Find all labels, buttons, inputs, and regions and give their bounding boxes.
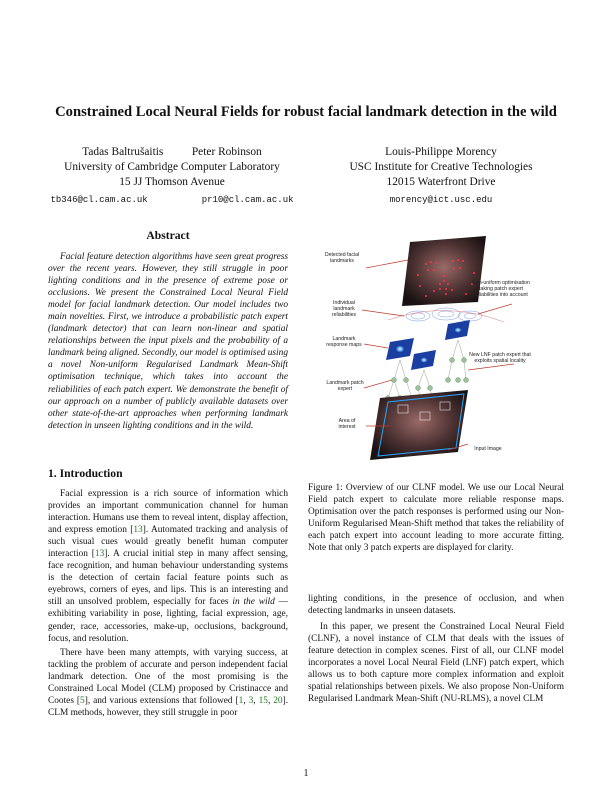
citation-link[interactable]: 3: [248, 695, 254, 706]
input-face-image: [370, 390, 468, 460]
author-name-right: Louis-Philippe Morency: [385, 146, 497, 158]
affiliation-right: USC Institute for Creative Technologies: [349, 161, 533, 173]
abstract-heading: Abstract: [146, 229, 190, 242]
affiliation-left: University of Cambridge Computer Laboratory: [64, 161, 280, 173]
email-right[interactable]: morency@ict.usc.edu: [389, 195, 493, 205]
address-left: 15 JJ Thomson Avenue: [119, 176, 225, 188]
patch-expert-network: [446, 340, 469, 383]
label-new-lnf-expert: New LNF patch expert that exploits spatial locality: [469, 352, 531, 365]
citation-link[interactable]: 15: [258, 695, 268, 706]
authors-left: [48, 145, 296, 208]
citation-link[interactable]: 20: [273, 695, 283, 706]
right-paragraph-1: lighting conditions, in the presence of occlusion, and when detecting landmarks in unseen datasets.: [308, 594, 564, 617]
author-names-left: Tadas Baltrušaitis Peter Robinson: [82, 146, 262, 158]
label-response-maps: Landmark response maps: [326, 336, 362, 349]
label-detected-landmarks: Detected facial landmarks: [324, 252, 360, 265]
arrow-icon: [364, 380, 392, 388]
intro-paragraph-1: Facial expression is a rich source of information which provides an important communication channel for human interaction. Humans use them to reveal intent, display affection, and express emotion [13]. Automated tracking and analysis of such visual cues would greatly benefit human computer interaction [13]. A crucial initial step in many affect sensing, face recognition, and human behaviour understanding systems is the detection of certain facial feature points such as eyebrows, corners of eyes, and lips. This is an interesting and still an unsolved problem, especially for faces in the wild — exhibiting variability in pose, lighting, facial expression, age, gender, race, accessories, make-up, occlusions, background, focus, and resolution.: [48, 489, 288, 644]
address-right: 12015 Waterfront Drive: [386, 176, 496, 188]
emails-left[interactable]: tb346@cl.cam.ac.uk pr10@cl.cam.ac.uk: [50, 195, 294, 205]
response-map-planes: [386, 320, 470, 370]
arrow-icon: [478, 304, 512, 314]
label-individual-reliabilities: Individual landmark reliabilities: [331, 300, 357, 319]
arrow-icon: [366, 260, 408, 268]
right-column-text: [308, 593, 564, 705]
right-paragraph-2: In this paper, we present the Constrained Local Neural Field (CLNF), a novel instance of CLM that deals with the issues of feature detection in complex scenes. First of all, our CLNF model incorporates a novel Local Neural Field (LNF) patch expert, which allows us to both capture more complex information and exploit spatial relationships between pixels. We also propose Non-Uniform Regularised Landmark Mean-Shift (NU-RLMS), a novel CLM: [308, 622, 564, 705]
authors-right: [316, 145, 566, 208]
arrow-icon: [364, 344, 388, 348]
patch-expert-network: [386, 360, 415, 401]
intro-heading: 1. Introduction: [48, 467, 123, 480]
abstract-text: Facial feature detection algorithms have seen great progress over the recent years. However, they still struggle in poor lighting conditions and in the presence of extreme pose or occlusions. We present the Constrained Local Neural Field model for facial landmark detection. Our model includes two main novelties. First, we introduce a probabilistic patch expert (landmark detector) that can learn non-linear and spatial relationships between the input pixels and the probability of a landmark being aligned. Secondly, our model is optimised using a novel Non-uniform Regularised Landmark Mean-Shift optimisation technique, which takes into account the reliabilities of each patch expert. We demonstrate the benefit of our approach on a number of publicly available datasets over other state-of-the-art approaches when performing landmark detection in unseen lighting conditions and in the wild.: [48, 252, 288, 431]
label-input-image: Input Image: [474, 446, 502, 452]
paper-title: Constrained Local Neural Fields for robust facial landmark detection in the wild: [55, 104, 557, 120]
citation-link[interactable]: 1: [238, 695, 244, 706]
reliability-mesh: [388, 308, 504, 322]
intro-paragraph-2: There have been many attempts, with varying success, at tackling the problem of accurate and person independent facial landmark detection. One of the most promising is the Constrained Local Model (CLM) proposed by Cristinacce and Cootes [5], and various extensions that followed [1, 3, 15, 20]. CLM methods, however, they still struggle in poor: [48, 647, 289, 718]
citation-link[interactable]: 13: [94, 549, 105, 560]
label-patch-expert: Landmark patch expert: [326, 380, 364, 393]
figure-1: [318, 230, 568, 480]
intro-text: [48, 488, 288, 719]
label-area-of-interest: Area of interest: [338, 418, 356, 431]
arrow-icon: [362, 310, 404, 316]
citation-link[interactable]: 5: [80, 695, 85, 706]
citation-link[interactable]: 13: [133, 525, 143, 536]
page-number: 1: [303, 768, 309, 779]
label-nonuniform-optimisation: Non-uniform optimisation taking patch expert reliabilities into account: [472, 280, 530, 299]
figure-1-caption: Figure 1: Overview of our CLNF model. We use our Local Neural Field patch expert to calculate more reliable response maps. Optimisation over the patch responses is performed using our Non-Uniform Regularised Mean-Shift method that takes the reliability of each patch expert into account leading to more accurate fitting. Note that only 3 patch experts are displayed for clarity.: [308, 483, 564, 554]
arrow-icon: [468, 364, 514, 370]
